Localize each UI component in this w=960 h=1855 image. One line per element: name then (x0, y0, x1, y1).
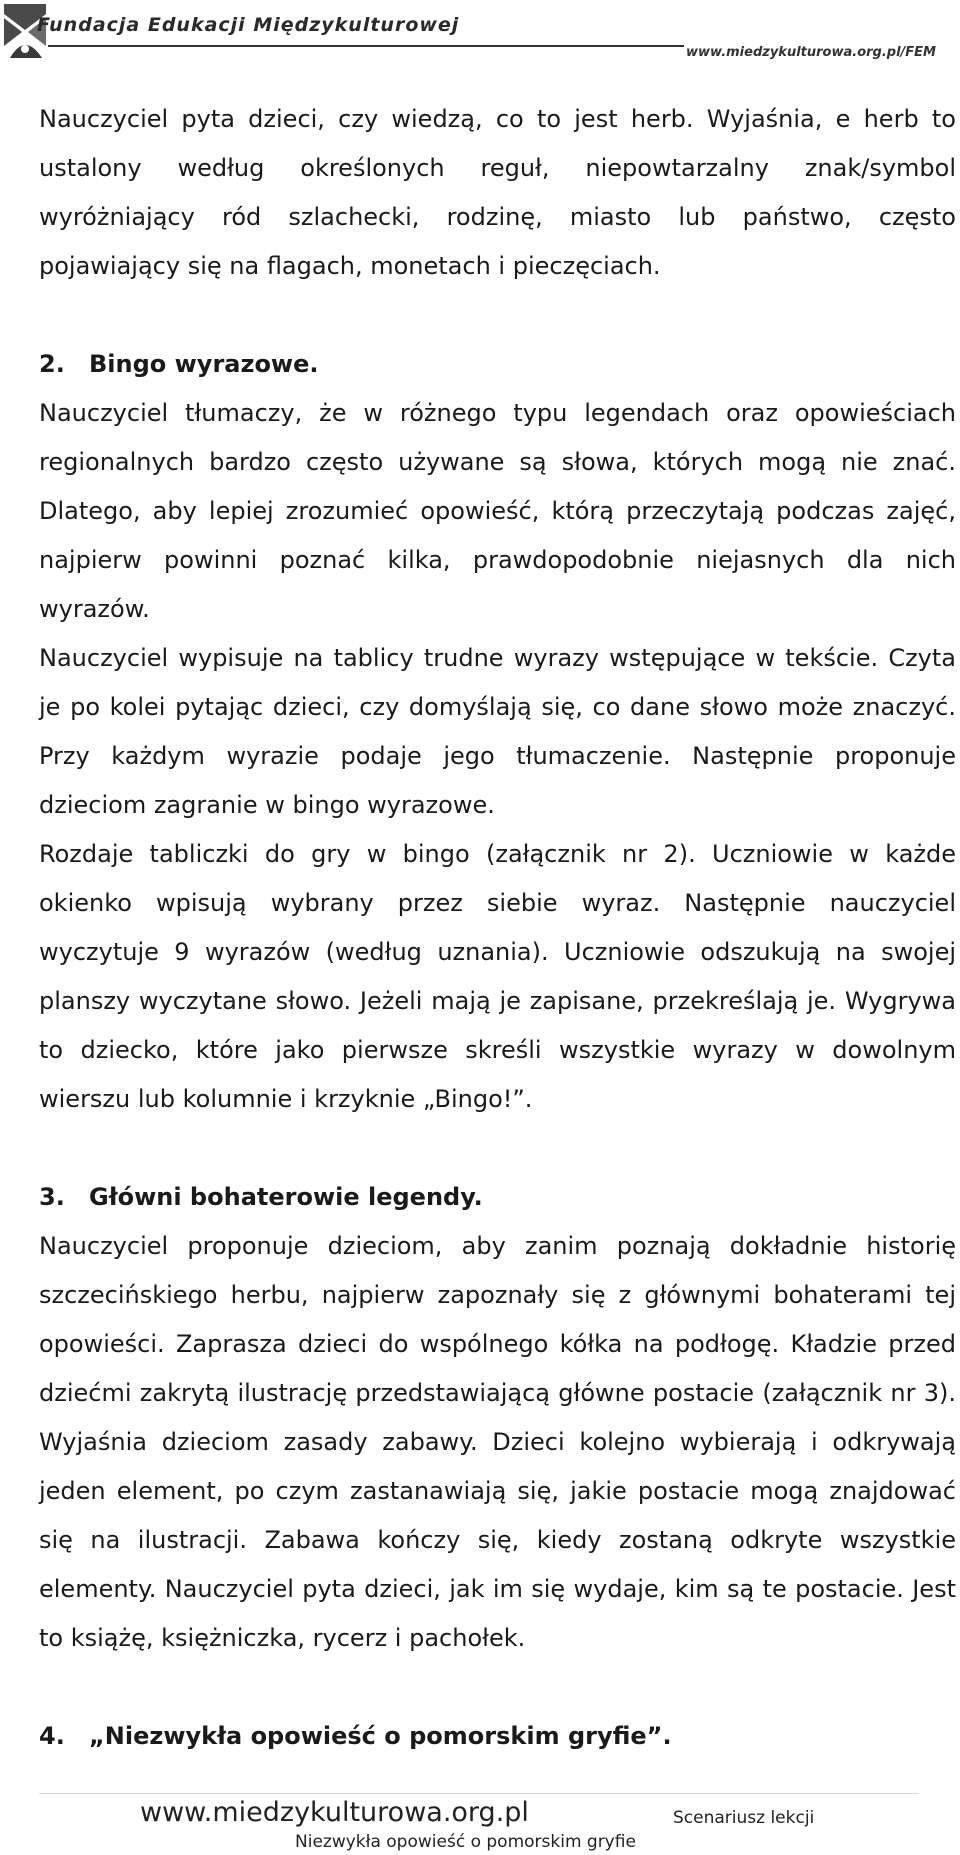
section-number: 3. (39, 1183, 65, 1211)
header-url: www.miedzykulturowa.org.pl/FEM (686, 45, 936, 60)
section-heading (39, 1173, 956, 1222)
spacer (39, 1663, 956, 1712)
footer-title: Niezwykła opowieść o pomorskim gryfie (295, 1832, 636, 1852)
intro-paragraph: Nauczyciel pyta dzieci, czy wiedzą, co to jest herb. Wyjaśnia, e herb to ustalony według określonych reguł, niepowtarzalny znak/symbol wyróżniający ród szlachecki, rodzinę, miasto lub państwo, często pojawiający się na flagach, monetach i pieczęciach. (39, 105, 956, 280)
section-heading (39, 340, 956, 389)
section-title: Bingo wyrazowe. (89, 350, 319, 378)
paragraph: Nauczyciel wypisuje na tablicy trudne wyrazy wstępujące w tekście. Czyta je po kolei pytając dzieci, czy domyślają się, co dane słowo może znaczyć. Przy każdym wyrazie podaje jego tłumaczenie. Następnie proponuje dzieciom zagranie w bingo wyrazowe. (39, 644, 956, 819)
organization-name: Fundacja Edukacji Międzykulturowej (37, 14, 460, 36)
footer-url: www.miedzykulturowa.org.pl (140, 1797, 529, 1828)
footer-divider (39, 1793, 919, 1794)
footer-label: Scenariusz lekcji (673, 1808, 815, 1828)
paragraph: Rozdaje tabliczki do gry w bingo (załącznik nr 2). Uczniowie w każde okienko wpisują wybrany przez siebie wyraz. Następnie nauczyciel wyczytuje 9 wyrazów (według uznania). Uczniowie odszukują na swojej planszy wyczytane słowo. Jeżeli mają je zapisane, przekreślają je. Wygrywa to dziecko, które jako pierwsze skreśli wszystkie wyrazy w dowolnym wierszu lub kolumnie i krzyknie „Bingo!”. (39, 840, 956, 1113)
paragraph: Nauczyciel tłumaczy, że w różnego typu legendach oraz opowieściach regionalnych bardzo często używane są słowa, których mogą nie znać. Dlatego, aby lepiej zrozumieć opowieść, którą przeczytają podczas zajęć, najpierw powinni poznać kilka, prawdopodobnie niejasnych dla nich wyrazów. (39, 399, 956, 623)
spacer (39, 1124, 956, 1173)
section-heading (39, 1712, 956, 1761)
section-number: 2. (39, 350, 65, 378)
spacer (39, 291, 956, 340)
paragraph: Nauczyciel proponuje dzieciom, aby zanim poznają dokładnie historię szczecińskiego herbu, najpierw zapoznały się z głównymi bohaterami tej opowieści. Zaprasza dzieci do wspólnego kółka na podłogę. Kładzie przed dziećmi zakrytą ilustrację przedstawiającą główne postacie (załącznik nr 3). Wyjaśnia dzieciom zasady zabawy. Dzieci kolejno wybierają i odkrywają jeden element, po czym zastanawiają się, jakie postacie mogą znajdować się na ilustracji. Zabawa kończy się, kiedy zostaną odkryte wszystkie elementy. Nauczyciel pyta dzieci, jak im się wydaje, kim są te postacie. Jest to książę, księżniczka, rycerz i pachołek. (39, 1232, 956, 1652)
section-title: „Niezwykła opowieść o pomorskim gryfie”. (89, 1722, 672, 1750)
header-divider (48, 45, 684, 47)
document-body (39, 95, 956, 1761)
section-number: 4. (39, 1722, 65, 1750)
page-header (0, 0, 960, 70)
section-title: Główni bohaterowie legendy. (89, 1183, 483, 1211)
